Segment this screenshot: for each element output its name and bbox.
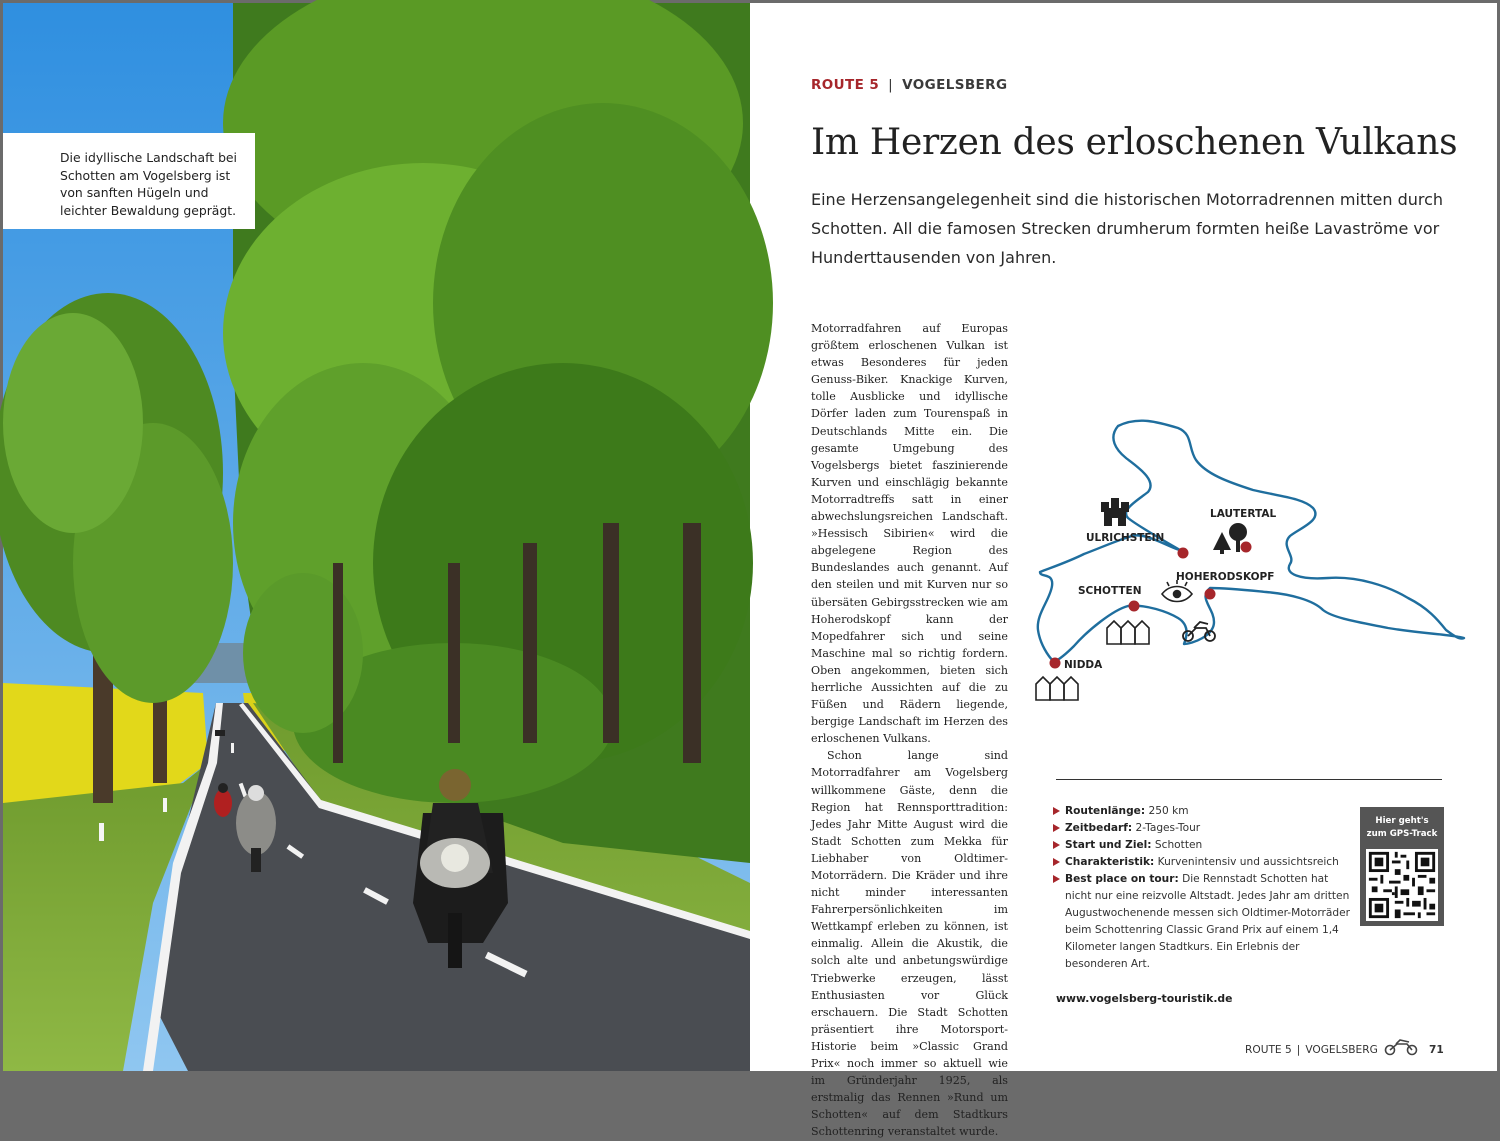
motorcycle-road-photo <box>3 3 750 1071</box>
marker-nidda <box>1050 658 1061 669</box>
website-link[interactable]: www.vogelsberg-touristik.de <box>1056 992 1233 1005</box>
label-nidda: NIDDA <box>1064 659 1103 671</box>
houses-icon <box>1107 621 1149 644</box>
marker-hoherodskopf <box>1205 589 1216 600</box>
page-footer <box>1245 1044 1444 1056</box>
label-schotten: SCHOTTEN <box>1078 585 1142 597</box>
gps-track-qr-box[interactable] <box>1360 807 1444 926</box>
marker-schotten <box>1129 601 1140 612</box>
motorcycle-icon <box>1183 622 1215 641</box>
footer-region: VOGELSBERG <box>1305 1044 1378 1056</box>
article-body <box>811 320 1008 1141</box>
qr-code-icon <box>1366 849 1438 921</box>
fact-best-place: Best place on tour: Die Rennstadt Schotten hat nicht nur eine reizvolle Altstadt. Jedes Jahr am dritten Augustwochenende messen sich Oldtimer-Motorräder beim Schottenring Classic Grand Prix auf einem 1,4 Kilometer langen Stadtkurs. Ein Erlebnis der besonderen Art. <box>1052 871 1356 973</box>
route-facts <box>1052 803 1356 973</box>
fact-route-length: Routenlänge: 250 km <box>1052 803 1356 820</box>
fact-time: Zeitbedarf: 2-Tages-Tour <box>1052 820 1356 837</box>
houses-icon <box>1036 677 1078 700</box>
label-ulrichstein: ULRICHSTEIN <box>1086 532 1165 544</box>
label-lautertal: LAUTERTAL <box>1210 508 1277 520</box>
kicker-route: ROUTE 5 <box>811 77 880 93</box>
fact-start-end: Start und Ziel: Schotten <box>1052 837 1356 854</box>
photo-caption: Die idyllische Landschaft bei Schotten am Vogelsberg ist von sanften Hügeln und leichter Bewaldung geprägt. <box>60 150 237 218</box>
footer-route: ROUTE 5 <box>1245 1044 1292 1056</box>
footer-separator: | <box>1296 1044 1301 1056</box>
page-number: 71 <box>1429 1044 1444 1056</box>
marker-ulrichstein <box>1178 548 1189 559</box>
article-lead: Eine Herzensangelegenheit sind die historischen Motorradrennen mitten durch Schotten. All die famosen Strecken drumherum formten heiße Lavaströme vor Hunderttausenden von Jahren. <box>811 190 1444 267</box>
label-hoherodskopf: HOHERODSKOPF <box>1176 571 1275 583</box>
qr-label: Hier geht's zum GPS-Track <box>1366 816 1438 839</box>
kicker-separator: | <box>888 77 894 93</box>
eye-icon <box>1162 580 1192 602</box>
kicker-region: VOGELSBERG <box>902 77 1008 93</box>
facts-divider <box>1056 779 1442 780</box>
marker-lautertal <box>1241 542 1252 553</box>
motorcycle-icon <box>1383 1038 1419 1056</box>
body-paragraph-1: Motorradfahren auf Europas größtem erloschenen Vulkan ist etwas Besonderes für jeden Genuss-Biker. Knackige Kurven, tolle Ausblicke und idyllische Dörfer laden zum Tourenspaß in Deutschlands Mitte ein. Die gesamte Umgebung des Vogelsbergs bietet faszinierende Kurven und einschlägig bekannte Motorradtreffs satt in einer abwechslungsreichen Landschaft. »Hessisch Sibirien« wird die abgelegene Region des Bundeslandes auch genannt. Auf den steilen und mit Kurven nur so übersäten Gebirgsstrecken wie am Hoherodskopf kann der Mopedfahrer sich und seine Maschine mal so richtig fordern. Oben angekommen, bieten sich herrliche Aussichten auf die zu Füßen und Rädern liegende, bergige Landschaft im Herzen des erloschenen Vulkans. <box>811 322 1008 746</box>
castle-icon <box>1101 498 1129 526</box>
body-paragraph-2: Schon lange sind Motorradfahrer am Vogelsberg willkommene Gäste, denn die Region hat Rennsporttradition: Jedes Jahr Mitte August wird die Stadt Schotten zum Mekka für Liebhaber von Oldtimer-Motorrädern. Die Kräder und ihre nicht minder interessanten Fahrerpersönlichkeiten im Wettkampf erleben zu können, ist einmalig. Allein die Akustik, die solch alte und anbetungswürdige Triebwerke erzeugen, lässt Enthusiasten vor Glück erschauern. Die Stadt Schotten präsentiert ihre Motorsport-Historie beim »Classic Grand Prix« noch immer so aktuell wie im Gründerjahr 1925, als erstmalig das Rennen »Rund um Schotten« auf dem Stadtkurs Schottenring veranstaltet wurde. <box>811 749 1008 1139</box>
fact-character: Charakteristik: Kurvenintensiv und aussichtsreich <box>1052 854 1356 871</box>
magazine-spread <box>3 3 1497 1139</box>
article-headline: Im Herzen des erloschenen Vulkans <box>811 122 1458 163</box>
route-map <box>1028 408 1478 708</box>
route-kicker <box>811 77 1007 93</box>
photo-caption-box <box>3 133 255 229</box>
